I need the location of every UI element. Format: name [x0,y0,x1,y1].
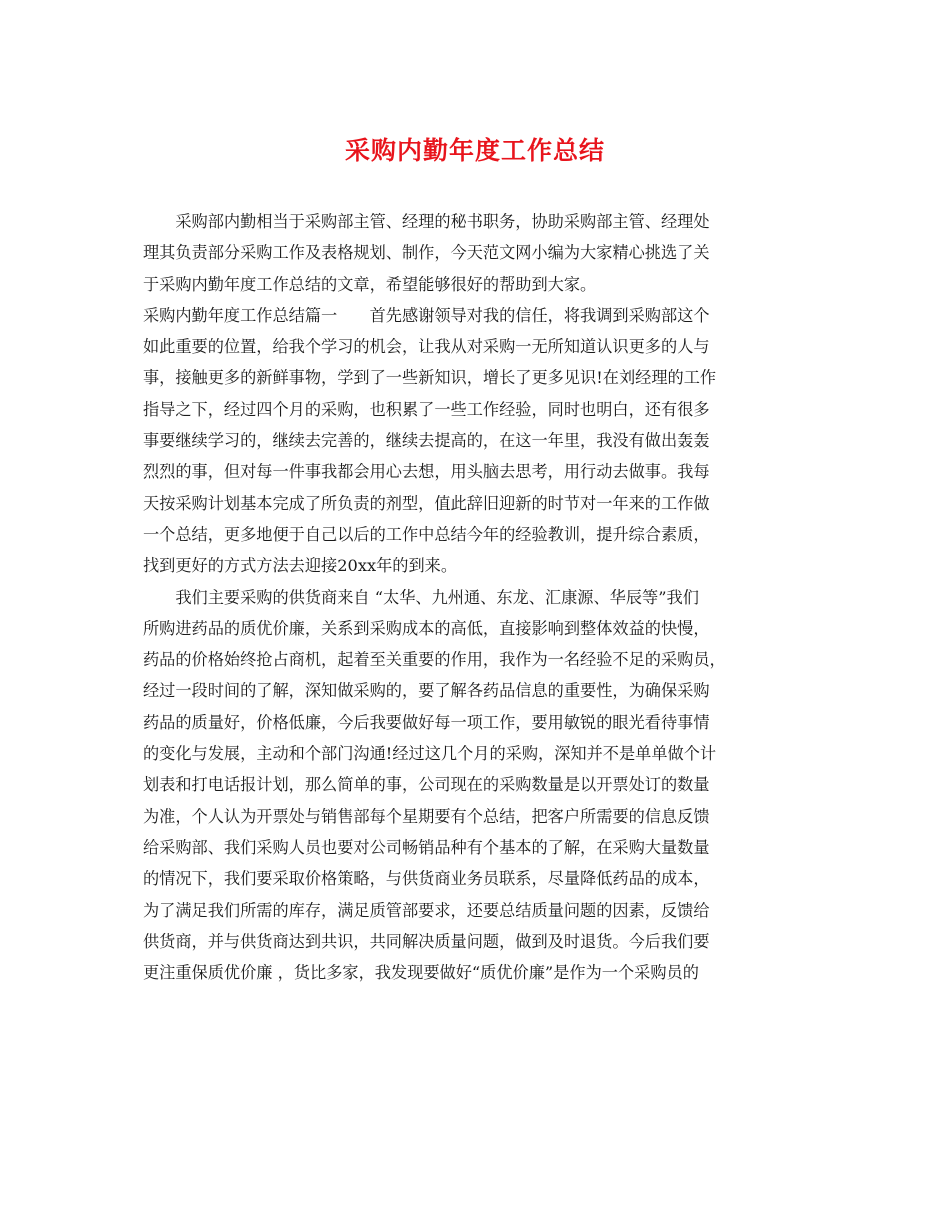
body-line: 烈烈的事，但对每一件事我都会用心去想，用头脑去思考，用行动去做事。我每 [143,462,710,482]
body-line: 为准，个人认为开票处与销售部每个星期要有个总结，把客户所需要的信息反馈 [143,806,710,826]
body-line: 为了满足我们所需的库存，满足质管部要求，还要总结质量问题的因素，反馈给 [143,900,710,920]
body-line: 经过一段时间的了解，深知做采购的，要了解各药品信息的重要性，为确保采购 [143,681,710,701]
body-line: 的情况下，我们要采取价格策略，与供货商业务员联系，尽量降低药品的成本， [143,869,710,889]
body-line: 如此重要的位置，给我个学习的机会，让我从对采购一无所知道认识更多的人与 [143,337,710,357]
body-line: 采购内勤年度工作总结篇一 首先感谢领导对我的信任，将我调到采购部这个 [143,305,710,325]
body-line: 给采购部、我们采购人员也要对公司畅销品种有个基本的了解，在采购大量数量 [143,837,710,857]
document-title: 采购内勤年度工作总结 [344,136,605,165]
body-line: 事，接触更多的新鲜事物，学到了一些新知识，增长了更多见识!在刘经理的工作 [143,368,717,388]
body-line: 找到更好的方式方法去迎接20xx年的到来。 [143,556,458,576]
body-line: 指导之下，经过四个月的采购，也积累了一些工作经验，同时也明白，还有很多 [143,399,710,419]
body-line: 药品的价格始终抢占商机，起着至关重要的作用，我作为一名经验不足的采购员， [143,650,726,670]
body-line: 药品的质量好，价格低廉，今后我要做好每一项工作，要用敏锐的眼光看待事情 [143,712,710,732]
body-line: 采购部内勤相当于采购部主管、经理的秘书职务，协助采购部主管、经理处 [143,212,710,231]
body-line: 所购进药品的质优价廉，关系到采购成本的高低，直接影响到整体效益的快慢， [143,618,710,638]
body-line: 我们主要采购的供货商来自 “太华、九州通、东龙、汇康源、华辰等”我们 [143,587,699,607]
body-line: 于采购内勤年度工作总结的文章，希望能够很好的帮助到大家。 [143,274,597,294]
body-line: 天按采购计划基本完成了所负责的剂型，值此辞旧迎新的时节对一年来的工作做 [143,493,710,513]
body-line: 事要继续学习的，继续去完善的，继续去提高的，在这一年里，我没有做出轰轰 [143,431,710,451]
body-line: 一个总结，更多地便于自己以后的工作中总结今年的经验教训，提升综合素质， [143,524,710,544]
body-line: 划表和打电话报计划，那么简单的事，公司现在的采购数量是以开票处订的数量 [143,775,710,795]
body-line: 的变化与发展，主动和个部门沟通!经过这几个月的采购，深知并不是单单做个计 [143,744,717,764]
body-line: 供货商，并与供货商达到共识，共同解决质量问题，做到及时退货。今后我们要 [143,931,710,951]
body-line: 更注重保质优价廉 ，货比多家，我发现要做好“质优价廉”是作为一个采购员的 [143,963,699,983]
body-line: 理其负责部分采购工作及表格规划、制作，今天范文网小编为大家精心挑选了关 [143,243,710,263]
document-body [143,206,813,988]
